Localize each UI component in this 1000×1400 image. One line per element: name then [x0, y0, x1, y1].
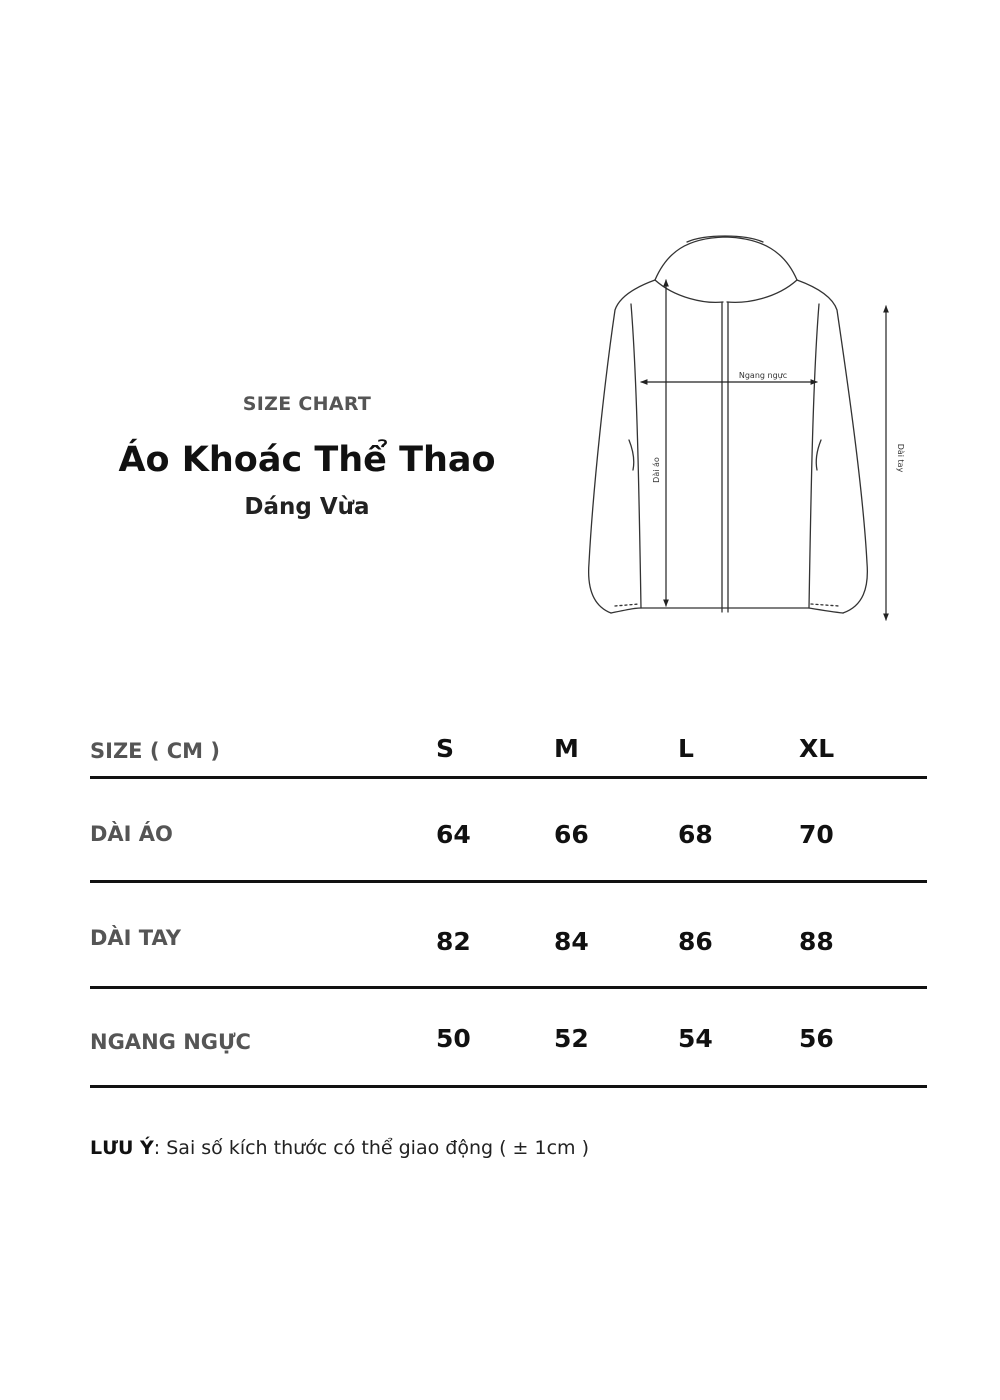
row-label-sleeve: DÀI TAY [90, 926, 181, 950]
jacket-diagram [575, 228, 915, 628]
table-divider [90, 1085, 927, 1088]
value-sleeve-xl: 88 [799, 927, 834, 956]
value-chest-xl: 56 [799, 1024, 834, 1053]
product-fit: Dáng Vừa [244, 494, 370, 520]
row-label-chest: NGANG NGỰC [90, 1030, 251, 1054]
table-divider [90, 986, 927, 989]
note-text: : Sai số kích thước có thể giao động ( ± 1cm ) [153, 1137, 589, 1159]
jacket-outline [589, 236, 868, 613]
size-header-xl: XL [799, 734, 835, 763]
value-chest-s: 50 [436, 1024, 471, 1053]
table-divider [90, 880, 927, 883]
table-divider [90, 776, 927, 779]
value-length-m: 66 [554, 820, 589, 849]
sleeve-label: Dài tay [896, 443, 905, 473]
chest-label: Ngang ngực [738, 371, 788, 380]
value-chest-l: 54 [678, 1024, 713, 1053]
row-label-length: DÀI ÁO [90, 822, 173, 846]
size-header-m: M [554, 734, 579, 763]
size-unit-header: SIZE ( CM ) [90, 739, 220, 763]
value-length-s: 64 [436, 820, 471, 849]
tolerance-note [90, 1137, 589, 1159]
size-header-s: S [436, 734, 455, 763]
product-title: Áo Khoác Thể Thao [118, 440, 496, 480]
value-sleeve-m: 84 [554, 927, 589, 956]
value-sleeve-s: 82 [436, 927, 471, 956]
size-chart-eyebrow: SIZE CHART [242, 393, 372, 415]
value-length-l: 68 [678, 820, 713, 849]
size-header-l: L [678, 734, 694, 763]
value-length-xl: 70 [799, 820, 834, 849]
value-sleeve-l: 86 [678, 927, 713, 956]
length-label: Dài áo [652, 457, 661, 483]
value-chest-m: 52 [554, 1024, 589, 1053]
note-label: LƯU Ý [90, 1137, 154, 1159]
